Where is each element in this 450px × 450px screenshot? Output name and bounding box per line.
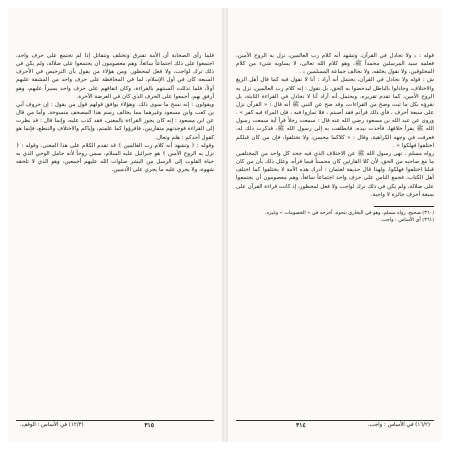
footer-rule bbox=[16, 420, 214, 421]
right-page bbox=[228, 8, 442, 442]
right-paragraph-3: رواه مسلم . نهى رسول الله ﷺ عن الاختلاف الذي فيه جحد كل واحد من المختلفين ما مع صاحبه من الحق، لأن كلا القارئين كان محسناً فيما قرأه، وعلل ذلك بأن من كان قبلنا اختلفوا فهلكوا. ولهذا قال حذيفة لعثمان : أدرك هذه الأمة لا يختلفوا كما اختلف أهل الكتاب، فجمع الناس على حرف واحد اجتماعاً سائغاً، وهم معصومون أن يجتمعوا على ضلالة، ولم يكن في ذلك ترك لواجب ولا فعل لمحظور، إذ كانت قراءة القرآن على سبعة أحرف جائزة لا واجبة. bbox=[236, 150, 434, 198]
footnote-item: (٣٦٠) صحيح، رواه مسلم، وهو في البخاري بنحوه، أخرجه في « الخصومات » وغيره. bbox=[264, 209, 434, 216]
right-paragraph-1: قوله : ﴿ ولا تجادل في القرآن، وتشهد أنه كلام رب العالمين، نزل به الروح الأمين، فعلمه سيد المرسلين محمداً ﷺ، وهو كلام الله تعالى، لا يساويه شيء من كلام المخلوقين، ولا نقول بخلقه، ولا نخالف جماعة المسلمين ﴾ . bbox=[236, 53, 434, 76]
left-page bbox=[8, 8, 222, 442]
left-paragraph-1: فلما رأى الصحابة أن الأمة تفترق وتختلف وتتقاتل إذا لم تجتمع على حرف واحد، اجتمعوا على ذلك اجتماعاً سائغاً، وهم معصومون أن يجتمعوا على ضلالة، ولم يكن في ذلك ترك لواجب، ولا فعل لمحظور. ومن هؤلاء من يقول بأن الترخيص في الأحرف السبعة كان في أول الإسلام، لما في المحافظة على حرف واحد من المشقة عليهم أولاً، فلما تذللت ألسنتهم بالقراءة، وكان اتفاقهم على حرف واحد يسيراً عليهم، وهو أرفق بهم، أجمعوا على الحرف الذي كان في العرضة الآخرة. bbox=[16, 53, 214, 100]
left-paragraph-2: ويقولون : إنه نسخ ما سوى ذلك. وهؤلاء يوافق قولهم قول من يقول : إن حروف أبي بن كعب وابن مسعود وغيرهما مما يخالف رسم هذا المصحف منسوخة. وأما من قال عن ابن مسعود : إنه كان يجوز القراءة بالمعنى، فقد كذب عليه، وإنما قال : قد نظرت إلى القراءة فوجدتهم متقاربين، فاقرؤوا كما علمتم، وإياكم والاختلاف والتنطع، فإنما هو كقول أحدكم : هلم وتعال. bbox=[16, 101, 214, 141]
footer-rule bbox=[236, 420, 434, 421]
left-page-body bbox=[16, 52, 214, 174]
footnote-separator bbox=[374, 206, 434, 207]
page-signature: (١٦/٢) في الأساس : واجب. bbox=[367, 422, 430, 428]
right-footnotes bbox=[236, 210, 434, 224]
book-gutter bbox=[222, 8, 228, 442]
left-paragraph-3: وقوله : ﴿ وتشهد أنه كلام رب العالمين ﴾ قد تقدم الكلام على هذا المعنى. وقوله : ﴿ نزل به الروح الأمين ﴾ هو جبرائيل عليه السلام، سمي روحاً لأنه حامل الوحي الذي به حياة القلوب إلى الرسل من البشر صلوات الله عليهم أجمعين، وهو الذي لا تلحقه شهوة، ولا يجري عليه ما يجري على الآدميين. bbox=[16, 142, 214, 174]
right-paragraph-2: ش : قوله ولا نجادل في القرآن، يحتمل أنه أراد : أنا لا نقول فيه كما قال أهل الزيغ والاختلاف، وجادلوا بالباطل ليدحضوا به الحق، بل نقول : إنه كلام رب العالمين، نزل به الروح الأمين، كما تقدم تقريره. ويحتمل أنه أراد أنا لا نجادل في القراءة الثابتة، بل نقرؤه بكل ما ثبت وصح من القراءات، وقد صح عن النبي ﷺ أنه قال : « القرآن نزل على سبعة أحرف ، فأي ذلك قرأتم فقد أصبتم ، فلا تماروا فيه ، فإن المراء فيه كفر » . وروى عن عبد الله بن مسعود رضي الله عنه قال : سمعت رجلاً قرأ آية سمعت رسول الله ﷺ يقرأ خلافها، فأخذت بيده، فانطلقت به إلى رسول الله ﷺ، فذكرت ذلك له، فعرفت في وجهه الكراهية، وقال : « كلاكما محسن، ولا تختلفوا، فإن من كان قبلكم اختلفوا فهلكوا » . bbox=[236, 77, 434, 149]
page-signature: (١٢/٣) في الأساس : الوقف. bbox=[20, 422, 84, 428]
book-spread bbox=[8, 8, 442, 442]
left-page-footer bbox=[16, 420, 214, 432]
page-number: ٣١٥ bbox=[144, 422, 154, 429]
right-page-footer bbox=[236, 420, 434, 432]
right-page-body bbox=[236, 52, 434, 199]
footnote-item: (٣٦١) أي الأساس : واجب. bbox=[380, 216, 434, 223]
page-number: ٣١٤ bbox=[296, 422, 306, 429]
